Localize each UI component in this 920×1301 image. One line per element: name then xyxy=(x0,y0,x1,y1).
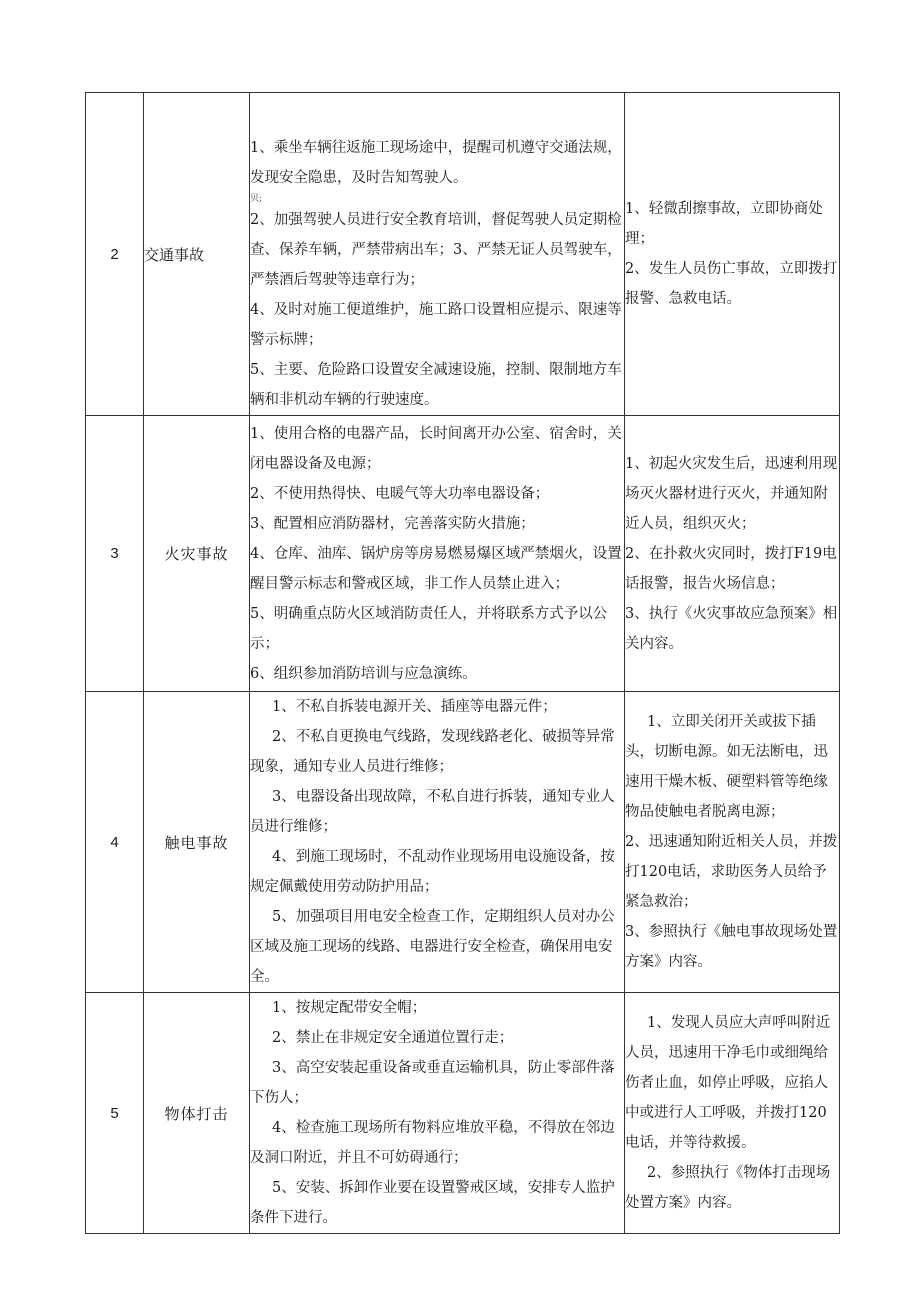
measure-item: 4、仓库、油库、锅炉房等房易燃易爆区域严禁烟火，设置醒目警示标志和警戒区域，非工作人员禁止进入； xyxy=(250,545,622,592)
table-row xyxy=(86,993,840,1234)
response-item: 2、发生人员伤亡事故，立即拨打报警、急救电话。 xyxy=(625,261,838,307)
measure-item: 5、安装、拆卸作业要在设置警戒区域，安排专人监护条件下进行。 xyxy=(250,1180,615,1226)
response-item: 3、执行《火灾事故应急预案》相关内容。 xyxy=(625,605,838,652)
measure-item: 2、禁止在非规定安全通道位置行走； xyxy=(272,1030,514,1046)
emergency-response xyxy=(625,416,840,692)
measure-item: 4、到施工现场时，不乱动作业现场用电设施设备，按规定佩戴使用劳动防护用品； xyxy=(250,849,615,895)
accident-category: 交通事故 xyxy=(144,93,250,416)
row-number: 2 xyxy=(86,93,144,416)
measure-item: 5、明确重点防火区域消防责任人，并将联系方式予以公示； xyxy=(250,605,608,652)
row-number: 4 xyxy=(86,692,144,993)
accident-category: 触电事故 xyxy=(144,692,250,993)
measure-item: 4、检查施工现场所有物料应堆放平稳，不得放在邻边及洞口附近，并且不可妨碍通行； xyxy=(250,1120,615,1166)
measure-item: 5、加强项目用电安全检查工作，定期组织人员对办公区域及施工现场的线路、电器进行安全检查，确保用电安全。 xyxy=(250,909,615,985)
measure-item: 6、组织参加消防培训与应急演练。 xyxy=(250,665,477,682)
response-item: 2、迅速通知附近相关人员，并拨打120电话，求助医务人员给予紧急救治； xyxy=(625,834,838,910)
response-item: 2、参照执行《物体打击现场处置方案》内容。 xyxy=(625,1165,831,1211)
safety-measures-table xyxy=(85,92,840,1234)
prevention-measures xyxy=(250,93,625,416)
response-item: 1、发现人员应大声呼叫附近人员，迅速用干净毛巾或细绳给伤者止血，如停止呼吸，应掐人中或进行人工呼吸，并拨打120电话，并等待救援。 xyxy=(625,1015,831,1151)
measure-item: 3、电器设备出现故障，不私自进行拆装，通知专业人员进行维修； xyxy=(250,789,615,835)
measure-item: 5、主要、危险路口设置安全减速设施，控制、限制地方车辆和非机动车辆的行驶速度。 xyxy=(250,362,622,408)
measure-item: 1、不私自拆装电源开关、插座等电器元件； xyxy=(272,699,557,715)
prevention-measures xyxy=(250,692,625,993)
table-row xyxy=(86,416,840,692)
response-item: 1、立即关闭开关或拔下插头，切断电源。如无法断电，迅速用干燥木板、硬塑料管等绝缘物品使触电者脱离电源； xyxy=(625,714,828,820)
accident-category: 物体打击 xyxy=(144,993,250,1234)
row-number: 3 xyxy=(86,416,144,692)
table-row xyxy=(86,692,840,993)
response-item: 1、初起火灾发生后，迅速利用现场灭火器材进行灭火，并通知附近人员，组织灭火； xyxy=(625,455,838,532)
emergency-response xyxy=(625,993,840,1234)
measure-item: 2、不使用热得快、电暖气等大功率电器设备； xyxy=(250,485,550,502)
response-item: 1、轻微刮擦事故，立即协商处理； xyxy=(625,201,823,247)
measure-item: 3、高空安装起重设备或垂直运输机具，防止零部件落下伤人； xyxy=(250,1060,615,1106)
accident-category: 火灾事故 xyxy=(144,416,250,692)
measure-item: 1、使用合格的电器产品，长时间离开办公室、宿舍时，关闭电器设备及电源； xyxy=(250,425,622,472)
prevention-measures xyxy=(250,416,625,692)
measure-item: 4、及时对施工便道维护，施工路口设置相应提示、限速等警示标牌； xyxy=(250,302,622,348)
row-number: 5 xyxy=(86,993,144,1234)
measure-item: 2、不私自更换电气线路，发现线路老化、破损等异常现象，通知专业人员进行维修； xyxy=(250,729,615,775)
prevention-measures xyxy=(250,993,625,1234)
measure-item: 3、配置相应消防器材，完善落实防火措施； xyxy=(250,515,535,532)
emergency-response xyxy=(625,93,840,416)
table-row xyxy=(86,93,840,416)
emergency-response xyxy=(625,692,840,993)
measure-item: 2、加强驾驶人员进行安全教育培训，督促驾驶人员定期检查、保养车辆，严禁带病出车；3、严禁无证人员驾驶车，严禁酒后驾驶等违章行为； xyxy=(250,212,622,288)
note-mark: 贝; xyxy=(250,194,263,204)
response-item: 3、参照执行《触电事故现场处置方案》内容。 xyxy=(625,924,838,970)
measure-item: 1、乘坐车辆往返施工现场途中，提醒司机遵守交通法规，发现安全隐患，及时告知驾驶人。 xyxy=(250,140,622,186)
measure-item: 1、按规定配带安全帽； xyxy=(272,1000,427,1016)
response-item: 2、在扑救火灾同时，拨打F19电话报警，报告火场信息； xyxy=(625,545,837,592)
